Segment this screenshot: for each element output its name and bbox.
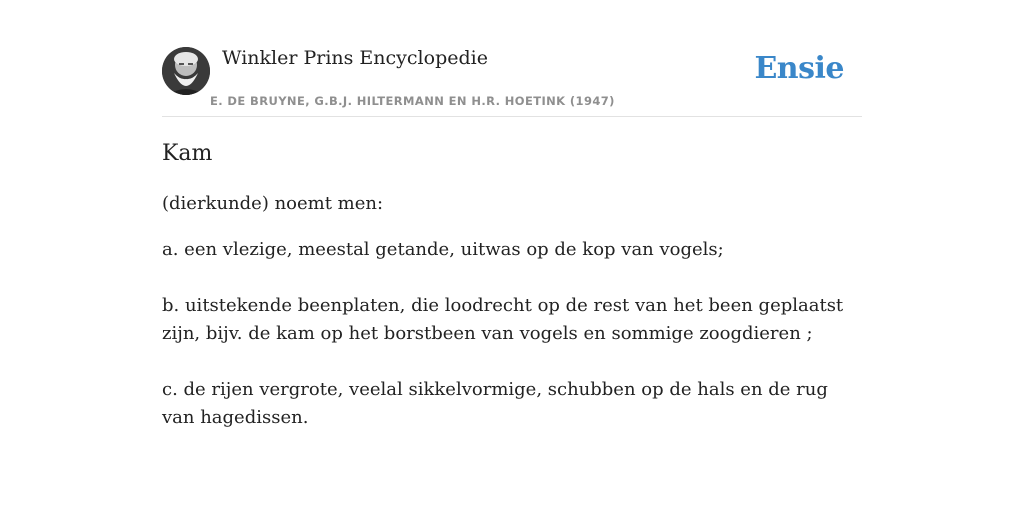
encyclopedia-authors: E. DE BRUYNE, G.B.J. HILTERMANN EN H.R. HOETINK (1947) [210, 94, 615, 108]
encyclopedia-title[interactable]: Winkler Prins Encyclopedie [222, 47, 488, 69]
definition-item-c: c. de rijen vergrote, veelal sikkelvormige, schubben op de hals en de rug van hagedissen. [162, 379, 828, 428]
definition-item-a: a. een vlezige, meestal getande, uitwas op de kop van vogels; [162, 239, 724, 260]
ensie-logo-link[interactable]: Ensie [754, 51, 844, 86]
entry-content [162, 138, 862, 432]
portrait-avatar-icon[interactable] [162, 47, 210, 95]
site-header [162, 40, 862, 117]
entry-title: Kam [162, 141, 213, 166]
definition-item-b: b. uitstekende beenplaten, die loodrecht op de rest van het been geplaatst zijn, bijv. de kam op het borstbeen van vogels en sommige zoogdieren ; [162, 295, 844, 344]
entry-intro: (dierkunde) noemt men: [162, 193, 384, 214]
